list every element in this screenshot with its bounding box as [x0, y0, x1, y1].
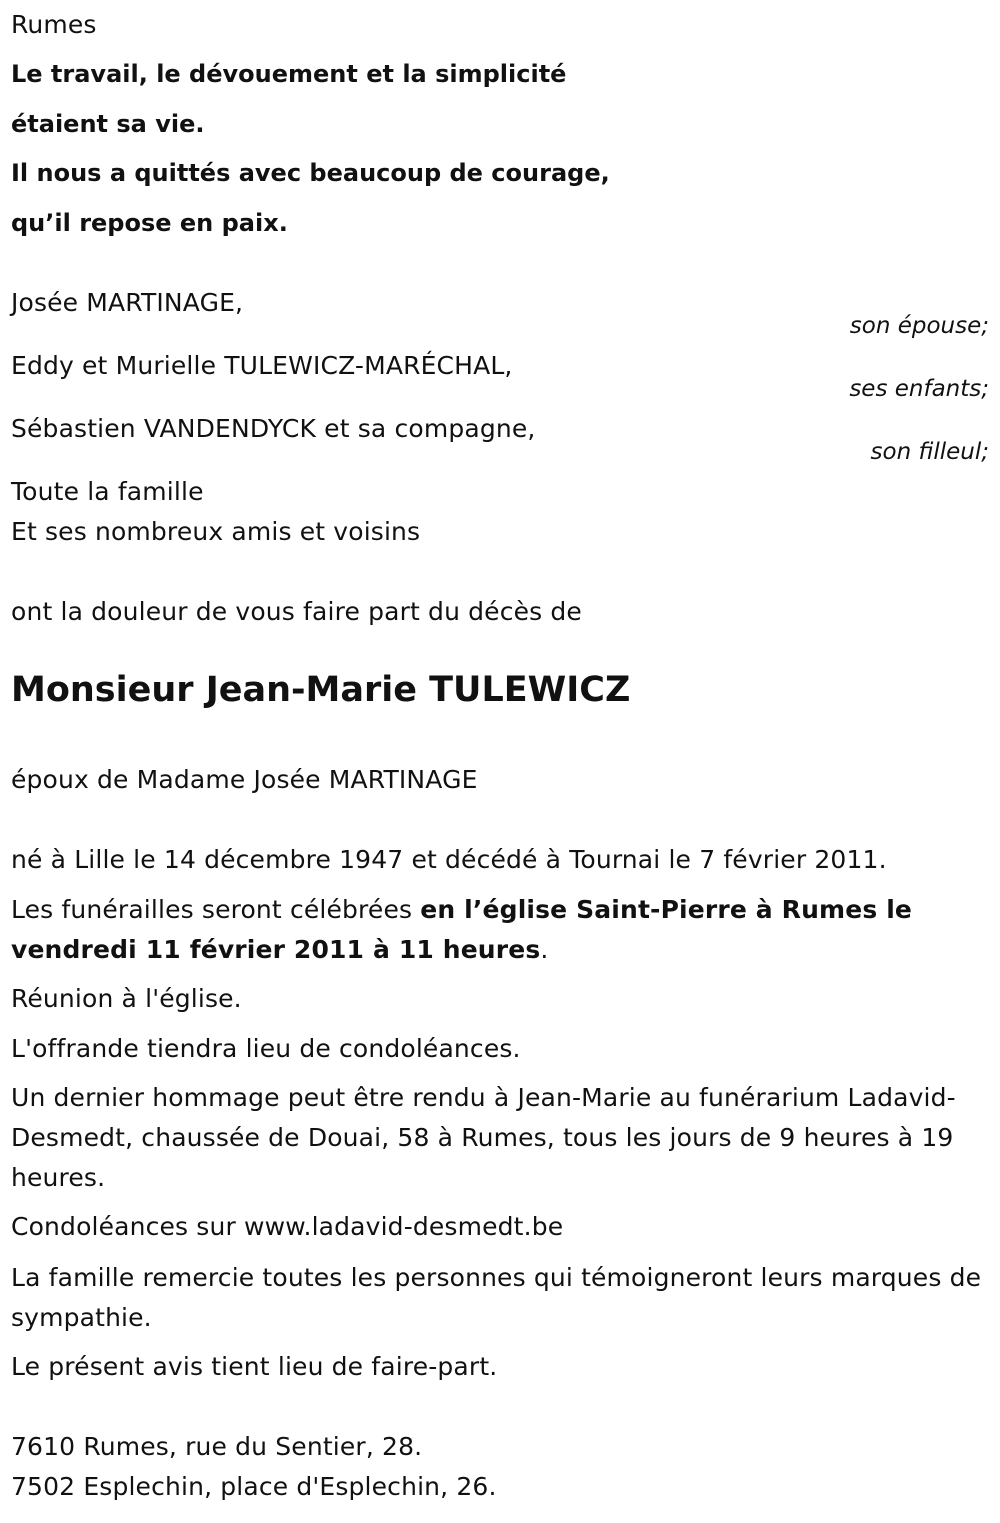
quote-line-2: étaient sa vie.	[11, 110, 205, 138]
family-role-spouse: son épouse;	[849, 313, 989, 339]
offering-line: L'offrande tiendra lieu de condoléances.	[11, 1034, 521, 1063]
thanks-paragraph: La famille remercie toutes les personnes qui témoigneront leurs marques de sympathie.	[11, 1263, 982, 1332]
notice-line: Le présent avis tient lieu de faire-part.	[11, 1352, 498, 1381]
funeral-suffix: .	[540, 935, 549, 964]
address-rumes: 7610 Rumes, rue du Sentier, 28.	[11, 1432, 423, 1461]
funeral-prefix: Les funérailles seront célébrées	[11, 895, 421, 924]
spouse-line: époux de Madame Josée MARTINAGE	[11, 765, 478, 794]
family-name-spouse: Josée MARTINAGE,	[11, 288, 244, 317]
meeting-line: Réunion à l'église.	[11, 984, 242, 1013]
tribute-paragraph: Un dernier hommage peut être rendu à Jean-Marie au funérarium Ladavid-Desmedt, chaussée de Douai, 58 à Rumes, tous les jours de 9 heures à 19 heures.	[11, 1083, 956, 1192]
family-role-godson: son filleul;	[870, 439, 989, 465]
others-line-1: Toute la famille	[11, 477, 204, 506]
location-heading: Rumes	[11, 10, 97, 39]
announcement: ont la douleur de vous faire part du décès de	[11, 597, 582, 626]
condolences-line: Condoléances sur www.ladavid-desmedt.be	[11, 1212, 564, 1241]
family-name-children: Eddy et Murielle TULEWICZ-MARÉCHAL,	[11, 351, 513, 380]
funeral-place-date: en l’église Saint-Pierre à Rumes le vendredi 11 février 2011 à 11 heures	[11, 895, 913, 964]
birth-death-line: né à Lille le 14 décembre 1947 et décédé à Tournai le 7 février 2011.	[11, 845, 887, 874]
family-name-godson: Sébastien VANDENDYCK et sa compagne,	[11, 414, 536, 443]
quote-line-1: Le travail, le dévouement et la simplicité	[11, 60, 567, 88]
others-line-2: Et ses nombreux amis et voisins	[11, 517, 421, 546]
funeral-paragraph	[11, 890, 986, 970]
address-esplechin: 7502 Esplechin, place d'Esplechin, 26.	[11, 1472, 497, 1501]
quote-line-3: Il nous a quittés avec beaucoup de courage,	[11, 159, 610, 187]
quote-line-4: qu’il repose en paix.	[11, 209, 288, 237]
deceased-name: Monsieur Jean-Marie TULEWICZ	[11, 670, 631, 710]
family-role-children: ses enfants;	[849, 376, 989, 402]
